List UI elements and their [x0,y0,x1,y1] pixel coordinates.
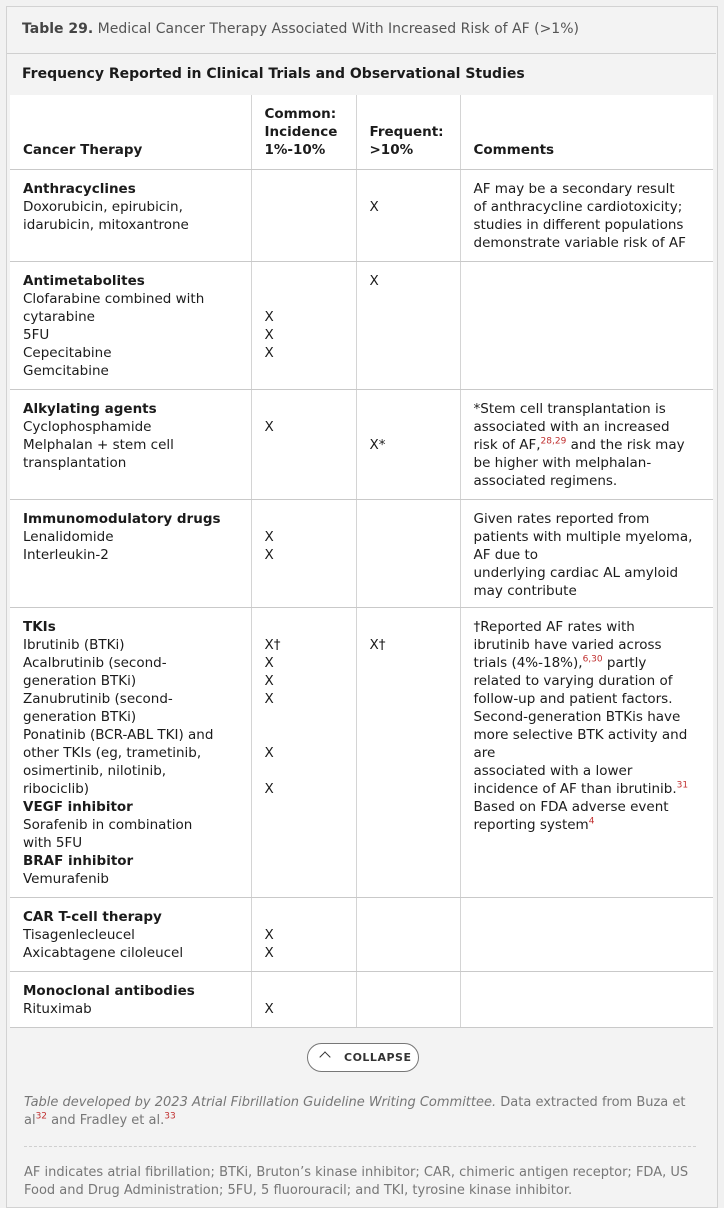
common-cell [251,170,356,262]
drug-list: Sorafenib in combination with 5FU [23,817,193,851]
col-header-frequent: Frequent: >10% [356,95,460,170]
comments-cell: AF may be a secondary result of anthracycline cardiotoxicity; studies in different populations demonstrate variable risk of AF [460,170,713,262]
comment-text: Based on FDA adverse event reporting system [473,799,669,833]
collapse-button[interactable] [307,1043,419,1072]
reference-link[interactable]: 31 [676,780,689,791]
frequent-cell: X† [356,608,460,898]
comment-text: *Stem cell transplantation is associated with an increased risk of AF, [473,401,670,453]
header-row [10,95,713,170]
comments-cell [460,262,713,390]
table-source-note [24,1094,694,1130]
common-cell: X X [251,500,356,608]
frequent-cell [356,898,460,972]
reference-link[interactable]: 32 [35,1111,48,1122]
table-footer [7,1028,716,1200]
divider [7,53,716,54]
group-title: Immunomodulatory drugs [23,511,221,527]
table-row [10,898,713,972]
drug-list: Clofarabine combined with cytarabine 5FU Cepecitabine Gemcitabine [23,291,205,379]
table-row [10,972,713,1028]
collapse-label: COLLAPSE [344,1051,412,1064]
chevron-up-icon [319,1051,330,1062]
col-header-comments: Comments [460,95,713,170]
common-cell: X X X [251,262,356,390]
common-cell: X† X X X X X [251,608,356,898]
table-subtitle: Frequency Reported in Clinical Trials and Observational Studies [22,66,525,82]
drug-list: Doxorubicin, epirubicin, idarubicin, mitoxantrone [23,199,189,233]
comments-cell [460,898,713,972]
comment-text: †Reported AF rates with ibrutinib have varied across trials (4%-18%), [473,619,662,671]
table-row [10,500,713,608]
cancer-therapy-table [10,95,713,1028]
col-header-common: Common: Incidence 1%-10% [251,95,356,170]
comment-text: partly related to varying duration of follow-up and patient factors. Second-generation BTKis have more selective BTK activity and are associated with a lower incidence of AF than ibrutinib. [473,655,688,797]
group-title: Antimetabolites [23,273,145,289]
comments-cell: Given rates reported from patients with multiple myeloma, AF due to underlying cardiac AL amyloid may contribute [460,500,713,608]
divider [24,1146,696,1147]
table-row [10,170,713,262]
table-caption [22,21,579,37]
common-cell: X [251,972,356,1028]
group-title: VEGF inhibitor [23,799,133,815]
drug-list: Vemurafenib [23,871,109,887]
reference-link[interactable]: 4 [588,816,595,827]
group-title: Alkylating agents [23,401,157,417]
common-cell: X [251,390,356,500]
reference-link[interactable]: 33 [164,1111,176,1122]
frequent-cell: X [356,170,460,262]
group-title: TKIs [23,619,56,635]
comments-cell [460,390,713,500]
frequent-cell [356,500,460,608]
note-italic: Table developed by 2023 Atrial Fibrillation Guideline Writing Committee. [24,1095,497,1110]
common-cell: X X [251,898,356,972]
frequent-cell: X* [356,390,460,500]
table-row [10,262,713,390]
col-header-therapy: Cancer Therapy [10,95,251,170]
abbreviations-note: AF indicates atrial fibrillation; BTKi, Bruton’s kinase inhibitor; CAR, chimeric antigen receptor; FDA, US Food and Drug Administration; 5FU, 5 fluorouracil; and TKI, tyrosine kinase inhibitor. [24,1165,689,1198]
reference-link[interactable]: 28,29 [540,436,567,447]
comment-text: and the risk may be higher with melphalan- associated regimens. [473,437,685,489]
note-text: and Fradley et al. [47,1113,165,1128]
group-title: BRAF inhibitor [23,853,134,869]
comments-cell [460,972,713,1028]
drug-list: Cyclophosphamide Melphalan + stem cell transplantation [23,419,174,471]
group-title: CAR T-cell therapy [23,909,162,925]
frequent-cell [356,972,460,1028]
drug-list: Rituximab [23,1001,92,1017]
note-text: Data extracted from Buza et al [24,1095,686,1128]
group-title: Monoclonal antibodies [23,983,195,999]
table-title: Medical Cancer Therapy Associated With Increased Risk of AF (>1%) [97,21,579,37]
drug-list: Lenalidomide Interleukin-2 [23,529,114,563]
reference-link[interactable]: 6,30 [582,654,603,665]
group-title: Anthracyclines [23,181,136,197]
table-row [10,390,713,500]
comments-cell [460,608,713,898]
table-row [10,608,713,898]
drug-list: Tisagenlecleucel Axicabtagene ciloleucel [23,927,184,961]
frequent-cell: X [356,262,460,390]
drug-list: Ibrutinib (BTKi) Acalbrutinib (second- generation BTKi) Zanubrutinib (second- generation BTKi) Ponatinib (BCR-ABL TKI) and other TKIs (eg, trametinib, osimertinib, nilotinib, ribociclib) [23,637,214,797]
table-number: Table 29. [22,21,94,37]
